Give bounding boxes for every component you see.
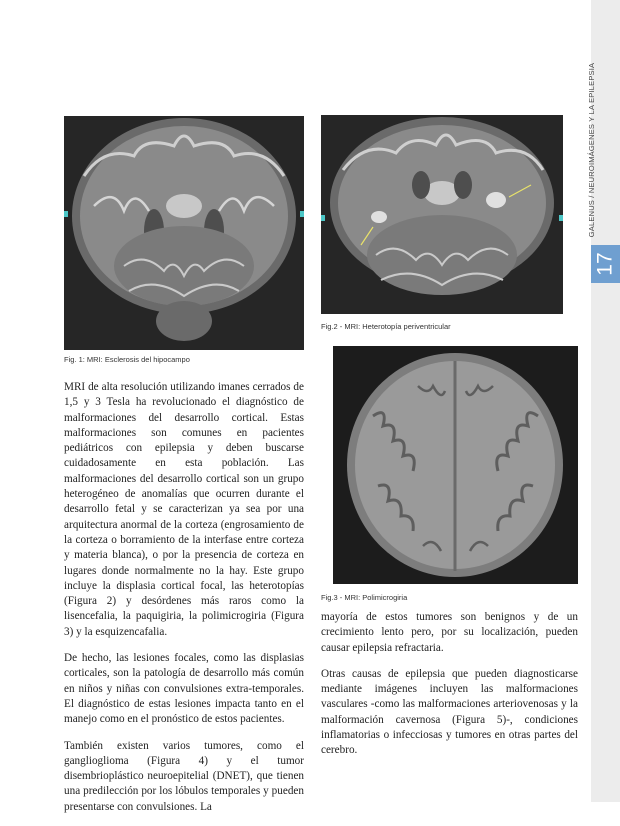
page-number-tab [591,245,620,283]
running-head: GALENUS / NEUROIMÁGENES Y LA EPILEPSIA [587,62,596,238]
fig2-mri-image [321,115,563,314]
right-paragraph-2: Otras causas de epilepsia que pueden diagnosticarse mediante imágenes incluyen las malformaciones vasculares -como las malformaciones arteriovenosas y la malformación cavernosa (Figura 5)-, condiciones inflamatorias o infecciosas y tumores en otras partes del cerebro. [321,667,578,757]
fig1-mri-image [64,116,304,350]
left-paragraph-3: También existen varios tumores, como el ganglioglioma (Figura 4) y el tumor disembrioplástico neuroepitelial (DNET), que tienen una predilección por los lóbulos temporales y pueden presentarse con convulsiones. La [64,739,304,813]
page-number: 17 [593,252,617,276]
fig1-caption: Fig. 1: MRI: Esclerosis del hipocampo [64,355,190,364]
left-text-column [64,380,304,826]
left-paragraph-2: De hecho, las lesiones focales, como las displasias corticales, son la patología de desarrollo más común en niños y niñas con convulsiones extra-temporales. El diagnóstico de estas lesiones impacta tanto en el manejo como en el pronóstico de estos pacientes. [64,652,304,726]
left-paragraph-1: MRI de alta resolución utilizando imanes cerrados de 1,5 y 3 Tesla ha revolucionado el diagnóstico de malformaciones del desarrollo cortical. Estas malformaciones son comunes en pacientes pediátricos con epilepsia y deben buscarse cuidadosamente en esta población. Las malformaciones del desarrollo cortical son un grupo heterogéneo de anomalías que ocurren durante el desarrollo fetal y se caracterizan ya sea por una arquitectura anormal de la corteza (engrosamiento de la corteza o borramiento de la interfase entre corteza y materia blanca), o por la presencia de corteza en lugares donde normalmente no la hay. Este grupo incluye la displasia cortical focal, las heterotopías (Figura 2) y desórdenes más raros como la lisencefalia, la paquigiria, la polimicrogiria (Figura 3) y la esquizencafalia. [64,381,304,638]
fig2-caption: Fig.2 - MRI: Heterotopía periventricular [321,322,451,331]
fig3-caption: Fig.3 - MRI: Polimicrogiria [321,593,408,602]
right-text-column [321,610,578,770]
fig3-mri-image [333,346,578,584]
right-paragraph-1: mayoría de estos tumores son benignos y de un crecimiento lento pero, por su localización, pueden causar epilepsia refractaria. [321,611,578,654]
